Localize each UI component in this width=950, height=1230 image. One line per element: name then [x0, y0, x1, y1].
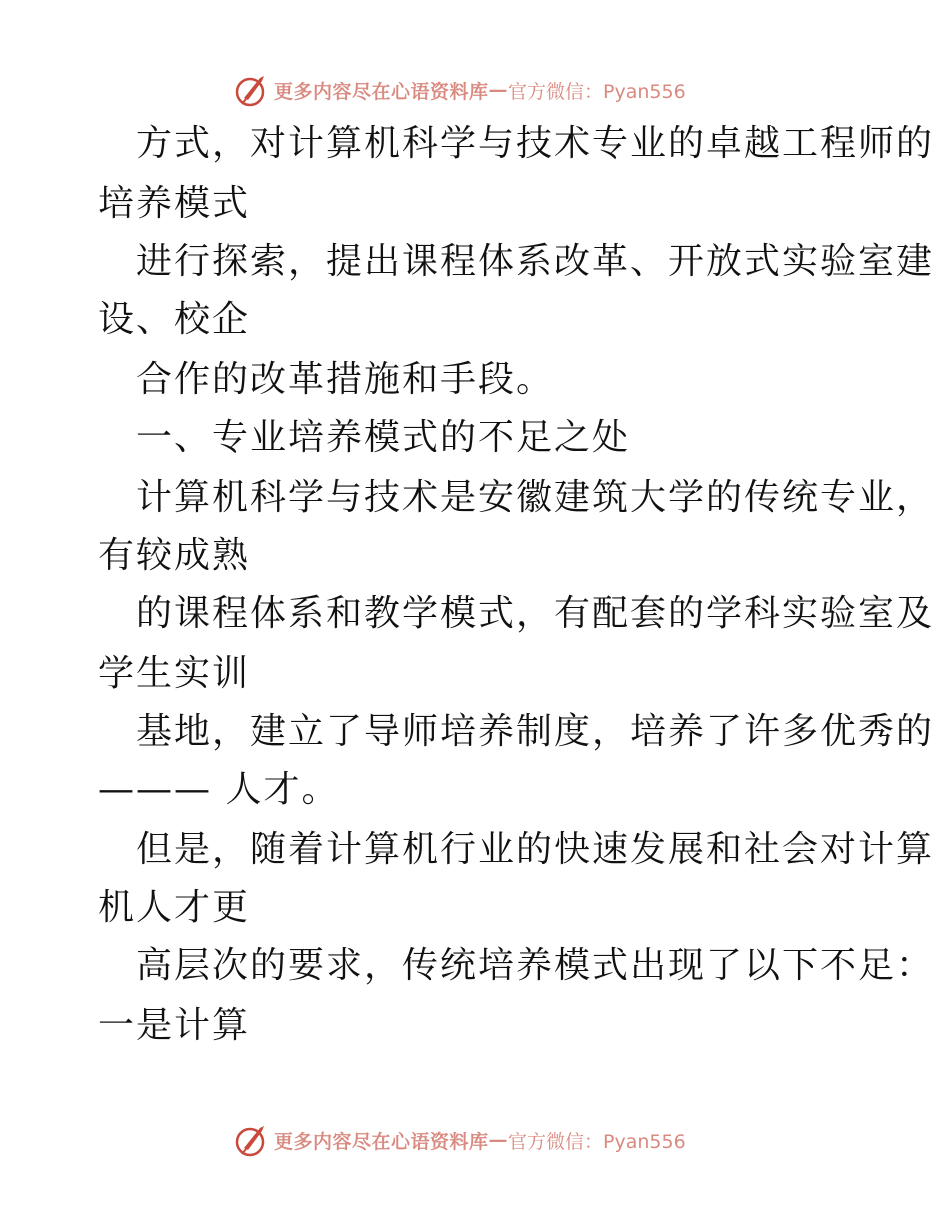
- text-line: 的课程体系和教学模式，有配套的学科实验室及: [136, 593, 935, 634]
- banner-site-text: 更多内容尽在心语资料库: [274, 80, 489, 103]
- quill-logo-icon: [234, 1122, 270, 1158]
- banner-wechat-text: 官方微信：Pyan556: [508, 80, 686, 103]
- text-line: ——— 人才。: [98, 769, 340, 810]
- header-banner: [234, 72, 686, 108]
- text-line: 进行探索，提出课程体系改革、开放式实验室建: [136, 241, 935, 282]
- banner-dash: —: [488, 79, 509, 101]
- text-line: 一是计算: [98, 1005, 251, 1046]
- text-line: 合作的改革措施和手段。: [136, 359, 555, 400]
- text-line: 高层次的要求，传统培养模式出现了以下不足：: [136, 945, 935, 986]
- text-line: 计算机科学与技术是安徽建筑大学的传统专业，: [136, 477, 935, 518]
- quill-logo-icon: [234, 72, 270, 108]
- section-heading: 一、专业培养模式的不足之处: [136, 417, 631, 458]
- text-line: 机人才更: [98, 887, 251, 928]
- banner-dash: —: [488, 1129, 509, 1151]
- text-line: 方式，对计算机科学与技术专业的卓越工程师的: [136, 123, 935, 164]
- banner-site-text: 更多内容尽在心语资料库: [274, 1130, 489, 1153]
- text-line: 有较成熟: [98, 535, 251, 576]
- text-line: 培养模式: [98, 183, 251, 224]
- text-line: 学生实训: [98, 653, 251, 694]
- text-line: 但是，随着计算机行业的快速发展和社会对计算: [136, 829, 935, 870]
- banner-wechat-text: 官方微信：Pyan556: [508, 1130, 686, 1153]
- text-line: 基地，建立了导师培养制度，培养了许多优秀的: [136, 711, 935, 752]
- text-line: 设、校企: [98, 299, 251, 340]
- footer-banner: [234, 1122, 686, 1158]
